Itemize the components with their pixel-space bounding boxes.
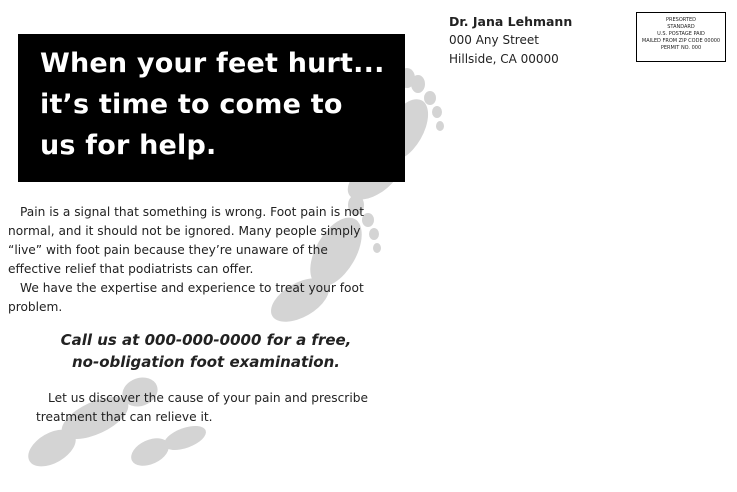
headline-line-2: it’s time to come to <box>40 89 343 120</box>
postage-line-3: U.S. POSTAGE PAID <box>657 31 705 37</box>
body-paragraph-1: Pain is a signal that something is wrong. Foot pain is not normal, and it should not be ignored. Many people simply “live” with foot pain because they’re unaware of the effective relief that podiatrists can offer. <box>8 205 365 276</box>
postage-line-1: PRESORTED <box>666 17 696 23</box>
postage-line-2: STANDARD <box>667 24 695 30</box>
headline-banner <box>18 34 405 182</box>
street-address: 000 Any Street <box>449 33 539 47</box>
postage-line-5: PERMIT NO. 000 <box>660 45 702 51</box>
footprint-bottom-center <box>127 421 209 471</box>
postage-line-4: MAILED FROM ZIP CODE 00000 <box>641 38 721 44</box>
headline-line-3: us for help. <box>40 130 217 161</box>
body-copy <box>8 203 376 317</box>
cta-line-1: Call us at 000-000-0000 for a free, <box>60 331 352 349</box>
body-paragraph-2: We have the expertise and experience to treat your foot problem. <box>8 281 364 314</box>
cta-line-2: no-obligation foot examination. <box>72 353 340 371</box>
return-address <box>449 12 572 69</box>
doctor-name: Dr. Jana Lehmann <box>449 14 573 29</box>
headline-line-1: When your feet hurt... <box>40 48 385 79</box>
closing-paragraph: Let us discover the cause of your pain and prescribe treatment that can relieve it. <box>36 391 368 424</box>
city-state-zip: Hillside, CA 00000 <box>449 52 559 66</box>
postage-indicia <box>636 12 726 62</box>
call-to-action <box>36 329 376 373</box>
